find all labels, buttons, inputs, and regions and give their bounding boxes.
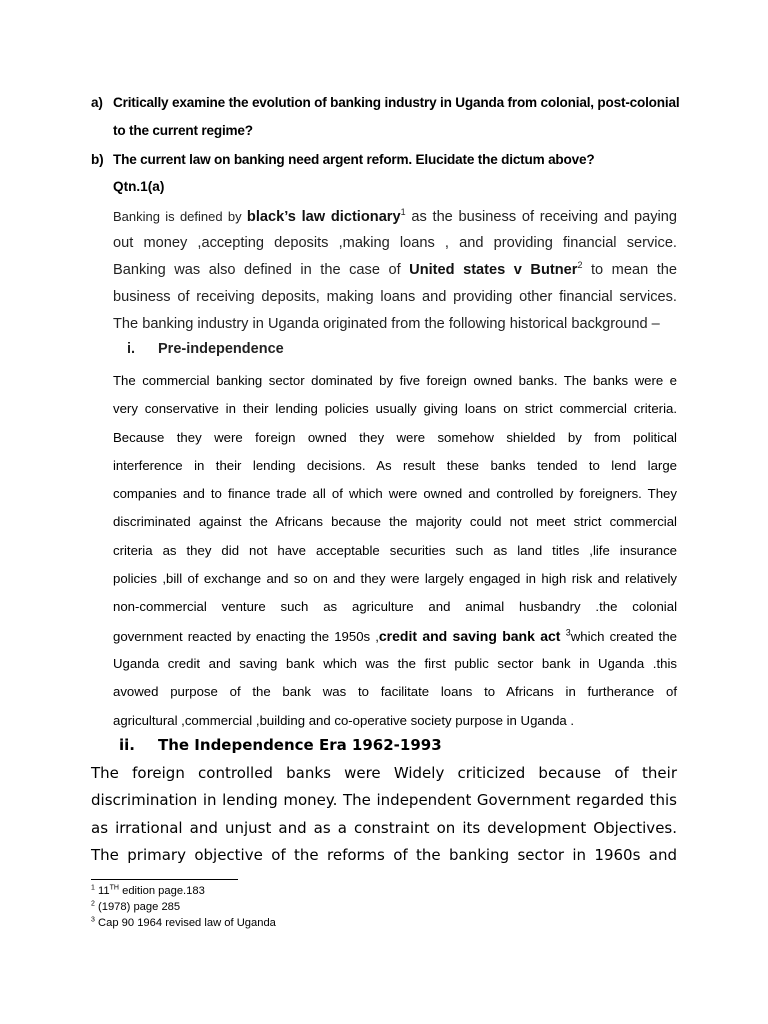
case-reference: United states v Butner [409, 262, 578, 278]
definition-line-3-post: to mean the [582, 262, 677, 278]
paragraph-line: very conservative in their lending policies usually giving loans on strict commercial criteria. [113, 401, 677, 417]
independence-era-paragraph [91, 760, 677, 869]
paragraph-line [113, 622, 677, 650]
definition-line-3 [113, 257, 677, 284]
act-reference: credit and saving bank act [378, 627, 566, 644]
definition-line-5: The banking industry in Uganda originated from the following historical background – [113, 316, 660, 332]
section-2-title: The Independence Era 1962-1993 [158, 736, 442, 754]
paragraph-line: companies and to finance trade all of which were owned and controlled by foreigners. They [113, 486, 677, 502]
paragraph-line: non-commercial venture such as agriculture and animal husbandry .the colonial [113, 599, 677, 615]
paragraph-line: as irrational and unjust and as a constraint on its development Objectives. [91, 818, 677, 837]
footnote-3 [91, 915, 276, 931]
definition-line-2: out money ,accepting deposits ,making loans , and providing financial service. [113, 235, 677, 251]
footnotes [91, 883, 276, 931]
question-a-label: a) [91, 95, 103, 110]
footnote-1-text-b: edition page.183 [118, 885, 205, 897]
definition-line-1-pre: Banking is defined by [113, 209, 247, 224]
qtn-label: Qtn.1(a) [113, 179, 165, 194]
paragraph-line: interference in their lending decisions. As result these banks tended to lend large [113, 457, 677, 473]
paragraph-line: policies ,bill of exchange and so on and they were largely engaged in high risk and relatively [113, 571, 677, 587]
paragraph-line: The primary objective of the reforms of the banking sector in 1960s and [91, 845, 677, 864]
footnote-2-number: 2 [91, 900, 95, 908]
footnote-1-number: 1 [91, 884, 95, 892]
definition-line-3-pre: Banking was also defined in the case of [113, 262, 410, 278]
definition-paragraph [113, 203, 677, 338]
paragraph-line-post: which created the [570, 628, 677, 644]
footnote-1-text-a: 11 [94, 885, 110, 897]
paragraph-line: The commercial banking sector dominated by five foreign owned banks. The banks were e [113, 373, 677, 388]
question-a-line2: to the current regime? [113, 123, 253, 138]
definition-line-1-post: as the business of receiving and paying [405, 209, 677, 225]
paragraph-line: The foreign controlled banks were Widely criticized because of their [91, 764, 677, 782]
footnote-ref-2: 2 [577, 260, 583, 271]
question-b-text: The current law on banking need argent reform. Elucidate the dictum above? [113, 152, 595, 167]
footnote-1-superscript: TH [109, 884, 119, 892]
paragraph-line: discrimination in lending money. The independent Government regarded this [91, 791, 677, 810]
section-2-number: ii. [119, 736, 135, 754]
footnote-ref-3: 3 [565, 627, 571, 638]
question-b-label: b) [91, 152, 104, 167]
paragraph-line: avowed purpose of the bank was to facilitate loans to Africans in furtherance of [113, 684, 677, 700]
paragraph-line: agricultural ,commercial ,building and co-operative society purpose in Uganda . [113, 712, 575, 728]
paragraph-line: discriminated against the Africans because the majority could not meet strict commercial [113, 514, 677, 530]
question-a-line1: Critically examine the evolution of banking industry in Uganda from colonial, post-colonial [113, 95, 680, 110]
section-1-title: Pre-independence [158, 341, 284, 357]
paragraph-line: Because they were foreign owned they were somehow shielded by from political [113, 429, 677, 445]
blacks-law-dictionary-ref: black’s law dictionary [246, 209, 401, 225]
paragraph-line: criteria as they did not have acceptable securities such as land titles ,life insurance [113, 542, 677, 558]
paragraph-line-pre: government reacted by enacting the 1950s , [113, 628, 379, 644]
footnote-2-text: (1978) page 285 [94, 901, 181, 913]
footnote-2 [91, 899, 276, 915]
footnote-3-number: 3 [91, 916, 95, 924]
footnote-3-text: Cap 90 1964 revised law of Uganda [94, 917, 276, 929]
footnote-ref-1: 1 [400, 207, 406, 218]
definition-line-4: business of receiving deposits, making loans and providing other financial services. [113, 289, 677, 305]
section-1-number: i. [127, 341, 136, 357]
footnote-separator [91, 879, 238, 880]
definition-line-1 [113, 203, 677, 230]
footnote-1 [91, 883, 276, 899]
paragraph-line: Uganda credit and saving bank which was the first public sector bank in Uganda .this [113, 655, 677, 671]
pre-independence-paragraph [113, 367, 677, 735]
